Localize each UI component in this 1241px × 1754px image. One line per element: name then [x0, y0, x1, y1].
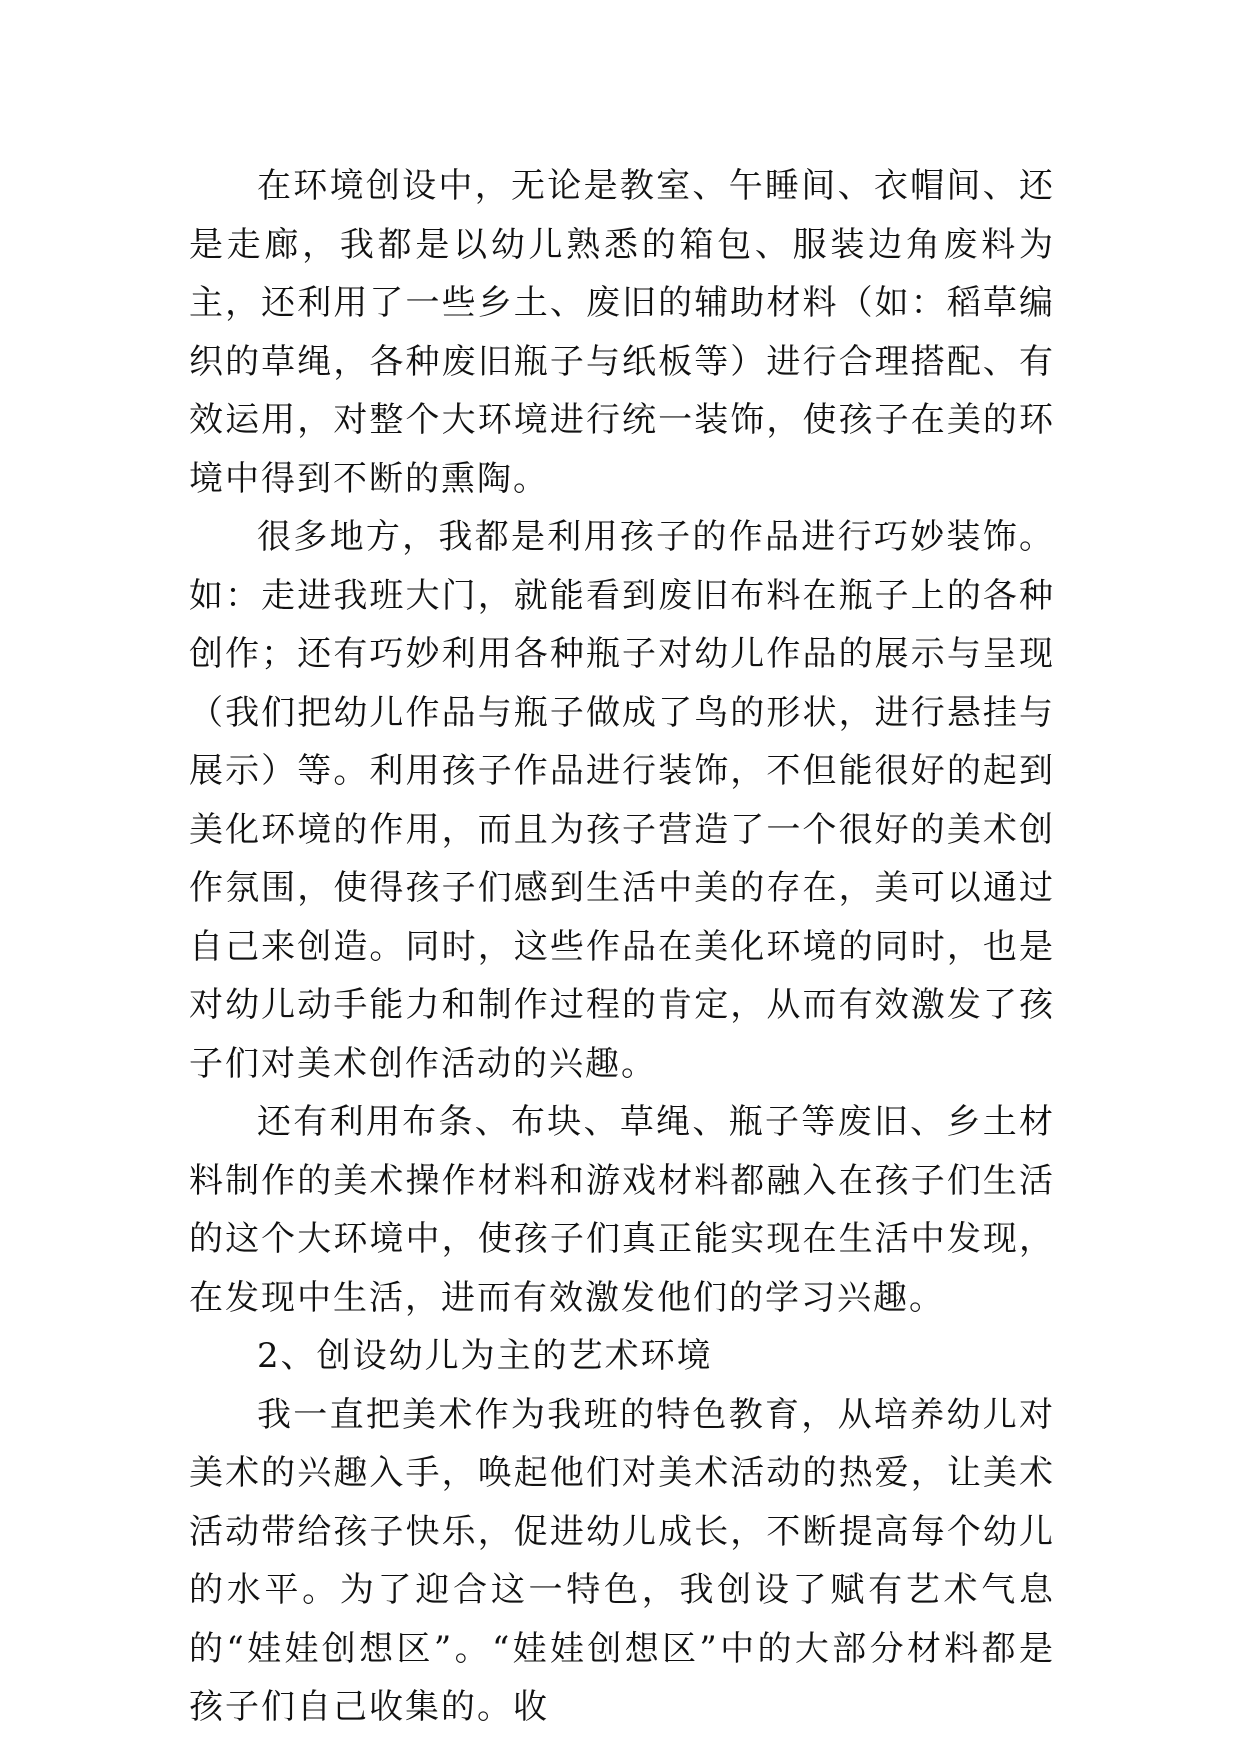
section-heading-art-environment: 2、创设幼儿为主的艺术环境: [257, 1336, 713, 1376]
paragraph-rural-materials: 还有利用布条、布块、草绳、瓶子等废旧、乡土材料制作的美术操作材料和游戏材料都融入在孩子们生活的这个大环境中，使孩子们真正能实现在生活中发现，在发现中生活，进而有效激发他们的学习兴趣。: [189, 1102, 1055, 1318]
document-body: [189, 157, 1055, 1737]
paragraph-children-works: 很多地方，我都是利用孩子的作品进行巧妙装饰。如：走进我班大门，就能看到废旧布料在瓶子上的各种创作；还有巧妙利用各种瓶子对幼儿作品的展示与呈现（我们把幼儿作品与瓶子做成了鸟的形状，进行悬挂与展示）等。利用孩子作品进行装饰，不但能很好的起到美化环境的作用，而且为孩子营造了一个很好的美术创作氛围，使得孩子们感到生活中美的存在，美可以通过自己来创造。同时，这些作品在美化环境的同时，也是对幼儿动手能力和制作过程的肯定，从而有效激发了孩子们对美术创作活动的兴趣。: [189, 517, 1055, 1084]
paragraph-environment-creation: 在环境创设中，无论是教室、午睡间、衣帽间、还是走廊，我都是以幼儿熟悉的箱包、服装边角废料为主，还利用了一些乡土、废旧的辅助材料（如：稻草编织的草绳，各种废旧瓶子与纸板等）进行合理搭配、有效运用，对整个大环境进行统一装饰，使孩子在美的环境中得到不断的熏陶。: [189, 166, 1055, 499]
paragraph-art-education: 我一直把美术作为我班的特色教育，从培养幼儿对美术的兴趣入手，唤起他们对美术活动的热爱，让美术活动带给孩子快乐，促进幼儿成长，不断提高每个幼儿的水平。为了迎合这一特色，我创设了赋有艺术气息的“娃娃创想区”。“娃娃创想区”中的大部分材料都是孩子们自己收集的。收: [189, 1394, 1055, 1727]
